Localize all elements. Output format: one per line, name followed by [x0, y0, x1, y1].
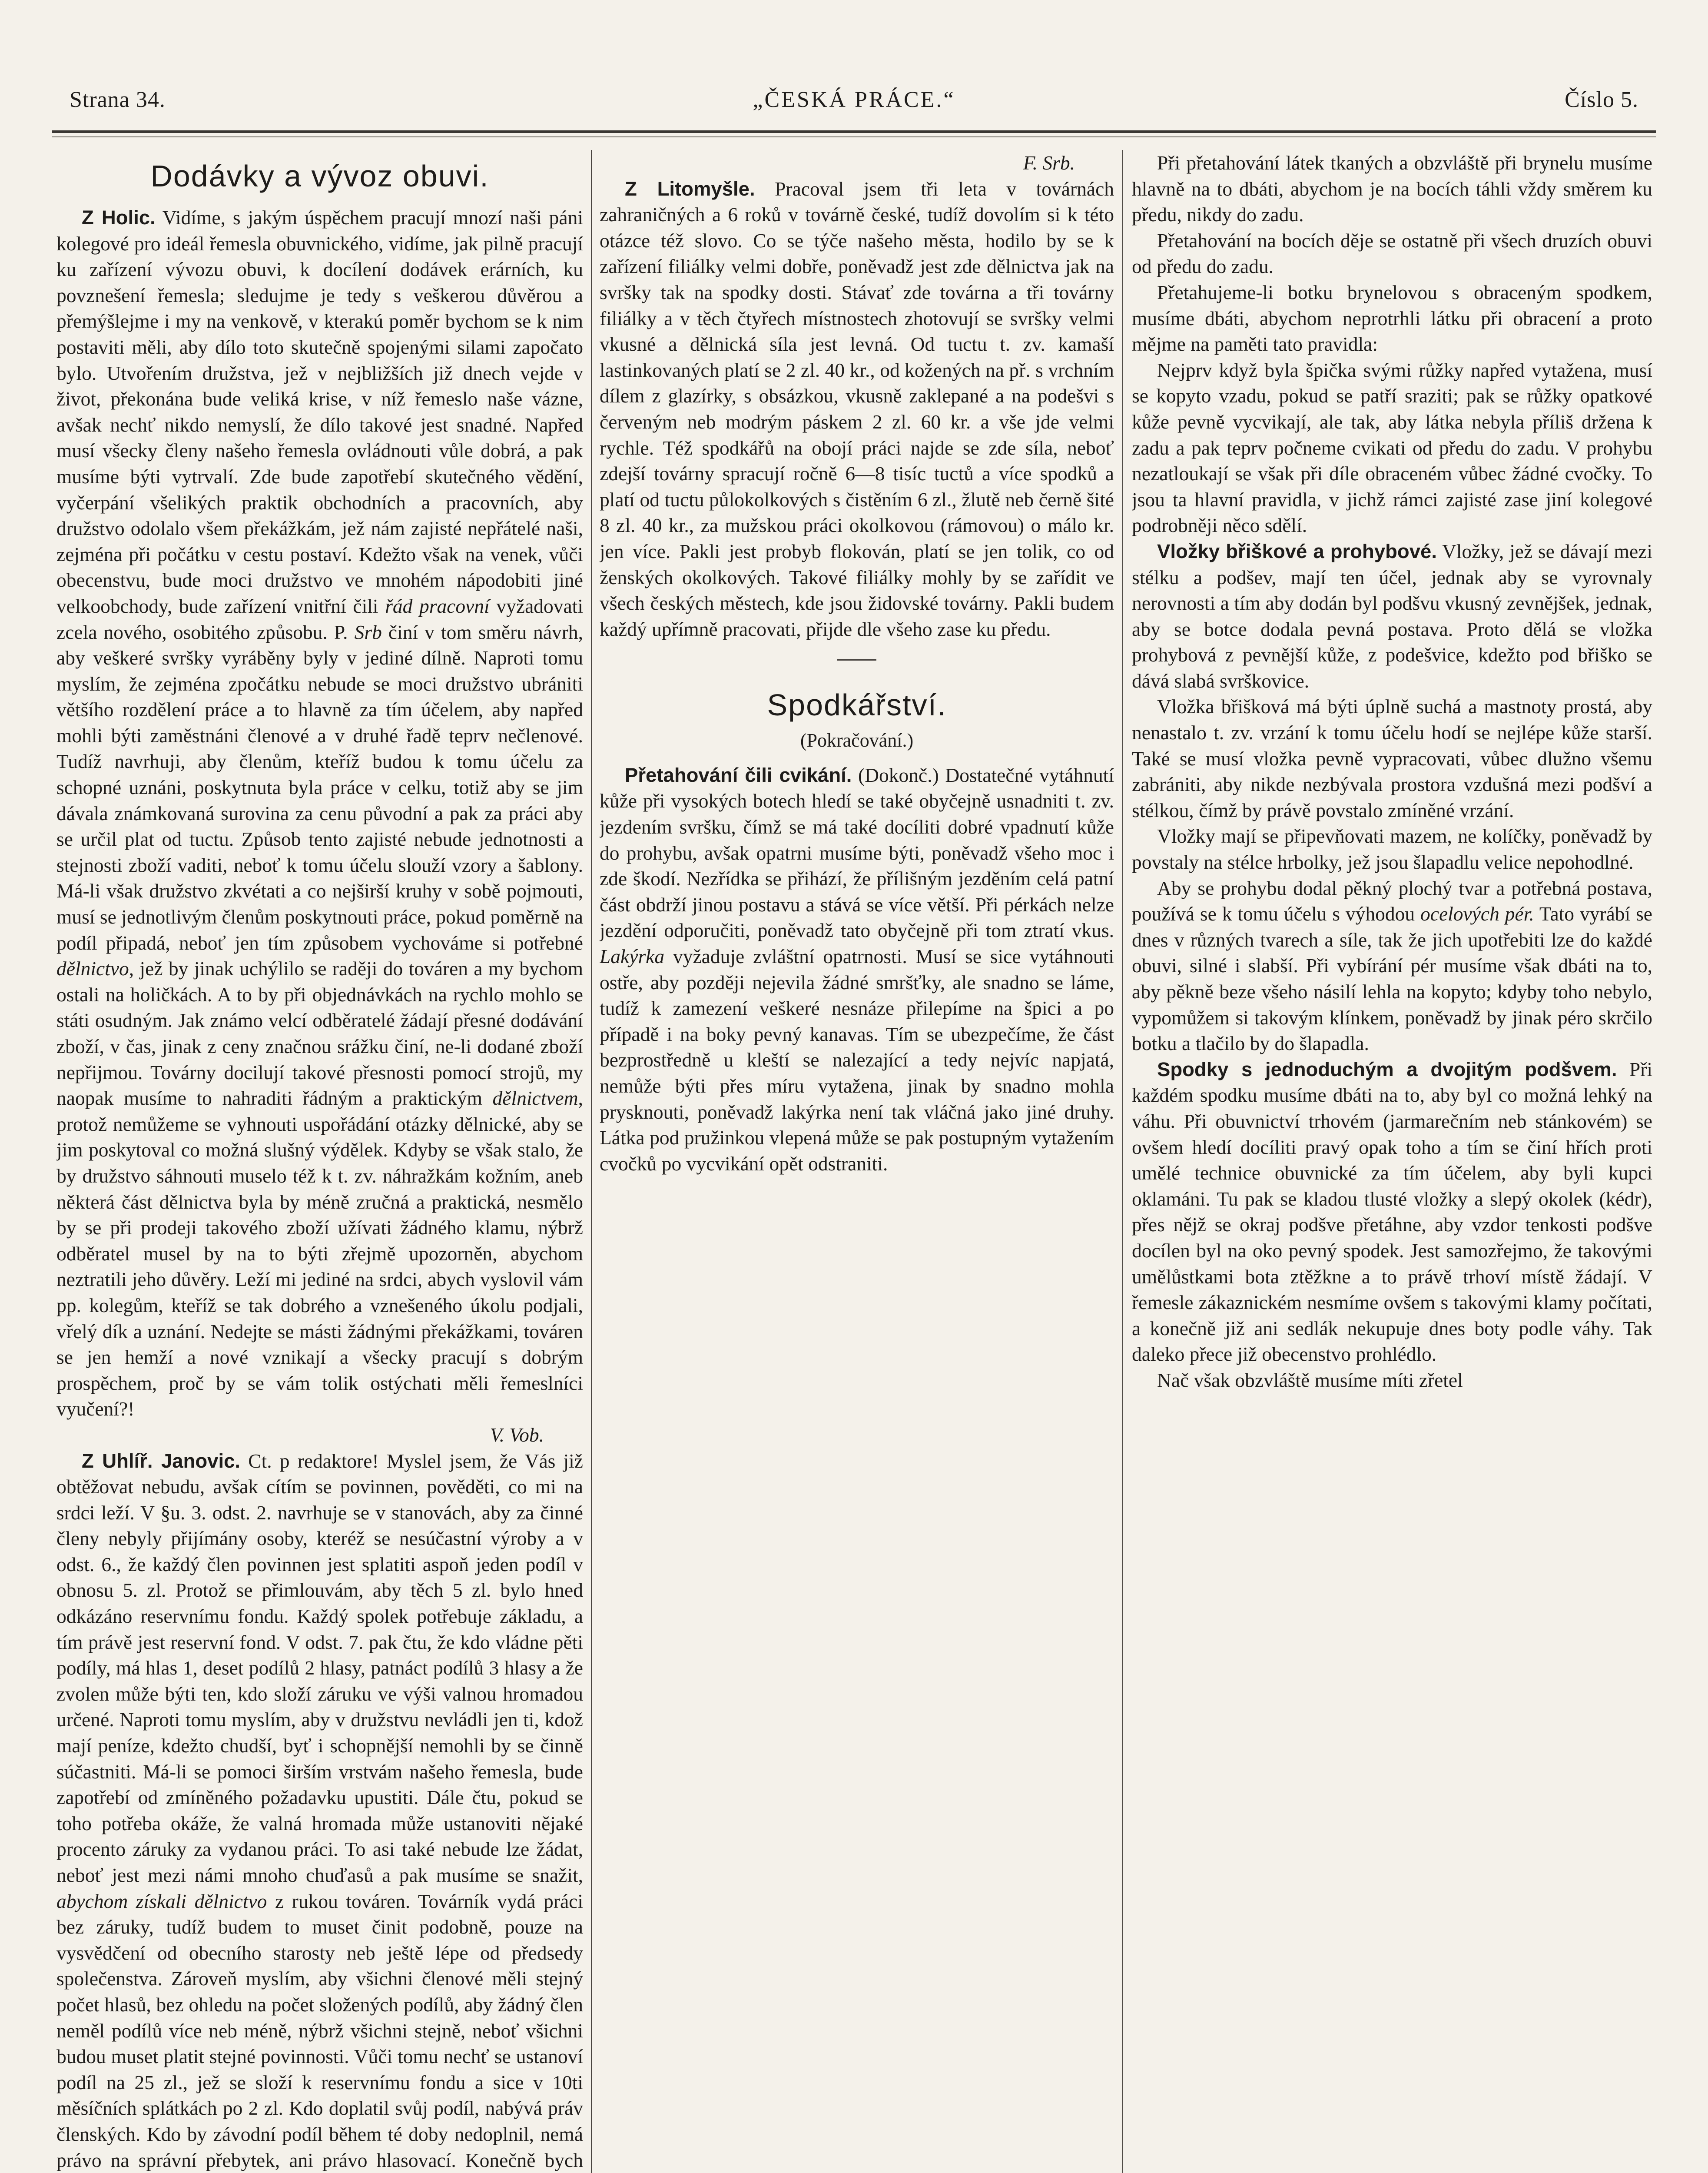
column-3: [1132, 150, 1652, 2173]
page-number: Strana 34.: [70, 87, 166, 112]
article-subtitle: (Pokračování.): [800, 730, 914, 751]
paragraph-lead: Přetahování čili cvikání.: [625, 764, 852, 786]
header-rule-thin: [52, 136, 1656, 137]
article-paragraph: Nač však obzvláště musíme míti zřetel: [1157, 1369, 1463, 1391]
article-paragraph: Při přetahování látek tkaných a obzvláště při brynelu musíme hlavně na to dbáti, abychom je na bocích táhli vždy směrem ku předu, nikdy do zadu.: [1132, 152, 1652, 226]
page-header: [65, 87, 1643, 126]
article-paragraph: Vložky břiškové a prohybové. Vložky, jež se dávají mezi stélku a podšev, mají ten účel, jednak aby se vyrovnaly nerovnosti a tím aby dodán byl podšvu vkusný zevnějšek, jednak, aby se botce dodala pevná postava. Proto dělá se vložka prohybová z pevnější kůže, z podešvice, kdežto pod břiško se dává slabá svrškovice.: [1132, 540, 1652, 692]
author-signature: F. Srb.: [1023, 152, 1075, 174]
column-1: [56, 150, 583, 2173]
issue-number: Číslo 5.: [1565, 87, 1638, 112]
article-paragraph: Z Holic. Vidíme, s jakým úspěchem pracují mnozí naši páni kolegové pro ideál řemesla obuvnického, vidíme, jak pilně pracují ku zařízení vývozu obuvi, k docílení dodávek erárních, ku povznešení řemesla; sledujme je tedy s veškerou důvěrou a přemýšlejme i my na venkově, v kterakú poměr bychom se k nim postaviti měli, aby dílo toto skutečně spojenými silami započato bylo. Utvořením družstva, jež v nejbližších již dnech vejde v život, překonána bude veliká krise, v níž řemeslo naše vázne, avšak nechť nikdo nemyslí, že dílo takové jest snadné. Napřed musí všecky členy našeho řemesla ovládnouti vůle dobrá, a pak musíme býti vytrvalí. Zde bude zapotřebí skutečného vědění, vyčerpání všelikých praktik obchodních a pracovních, aby družstvo odolalo všem překážkám, jež nám zajisté nepřátelé naši, zejména při počátku v cestu postaví. Kdežto však na venek, vůči obecenstvu, bude moci družstvo ve mnohém nápodobiti jiné velkoobchody, bude zařízení vnitřní čili řád pracovní vyžadovati zcela nového, osobitého způsobu. P. Srb činí v tom směru návrh, aby veškeré svršky vyráběny byly v jediné dílně. Naproti tomu myslím, že zejména zpočátku nebude se moci družstvo ubrániti většího rozdělení práce a to hlavně za tím účelem, aby napřed mohli býti zaměstnáni členové a v druhé řadě teprv nečlenové. Tudíž navrhuji, aby členům, kteříž budou k tomu účelu za schopné uznáni, poskytnuta byla práce v celku, totiž aby se jim dávala známkovaná surovina za cenu původní a pak za práci aby se určil plat od tuctu. Způsob tento zajisté nebude jednotnosti a stejnosti zboží vaditi, neboť k tomu účelu slouží vzory a šablony. Má-li však družstvo zkvétati a co nejširší kruhy v sobě pojmouti, musí se jednotlivým členům poskytnouti práce, pokud poměrně na podíl připadá, neboť jen tím způsobem vychováme si potřebné dělnictvo, jež by jinak uchýlilo se raději do továren a my bychom ostali na holičkách. A to by při objednávkách na rychlo mohlo se státi osudným. Jak známo velcí odběratelé žádají přesné dodávání zboží, v čas, jinak z ceny značnou srážku činí, ne-li dodané zboží nepřijmou. Továrny docilují takové přesnosti pomocí strojů, my naopak musíme to nahraditi řádným a praktickým dělnictvem, protož nemůžeme se vyhnouti uspořádání otázky dělnické, aby se jim poskytoval co možná slušný výdělek. Kdyby se však stalo, že by družstvo sáhnouti muselo též k t. zv. náhražkám kožním, aneb některá část dělnictva byla by méně zručná a praktická, nesmělo by se při prodeji takového zboží užívati žádného klamu, nýbrž odběratel musel by na to býti zřejmě upozorněn, abychom neztratili jeho důvěry. Leží mi jediné na srdci, abych vyslovil vám pp. kolegům, kteříž se tak dobrého a vznešeného úkolu podjali, vřelý dík a uznání. Nedejte se másti žádnými překážkami, továren se jen hemží a nové vznikají a všecky pracují s dobrým prospěchem, proč by se vám tolik ostýchati měli řemeslníci vyučení?!: [56, 206, 583, 1420]
article-paragraph: Spodky s jednoduchým a dvojitým podšvem. Při každém spodku musíme dbáti na to, aby byl co možná lehký na váhu. Při obuvnictví trhovém (jarmarečním neb stánkovém) se ovšem hledí docíliti pravý opak toho a tím se činí hřích proti umělé technice obuvnické za tím účelem, aby byli kupci oklamáni. Tu pak se kladou tlusté vložky a slepý okolek (kédr), přes nějž se okraj podšve přetáhne, aby vzdor tenkosti podšve docílen byl na oko pevný spodek. Jest samozřejmo, že takovými umělůstkami bota ztěžkne a to právě trhoví místě žádají. V řemesle zákaznickém nesmíme ovšem s takovými klamy počítati, a konečně již ani sedlák nekupuje dnes boty podle váhy. Tak daleko přece již obecenstvo prohlédlo.: [1132, 1058, 1652, 1366]
article-paragraph: Z Litomyšle. Pracoval jsem tři leta v továrnách zahraničných a 6 roků v továrně české, tudíž dovolím si k této otázce též slovo. Co se týče našeho města, hodilo by se k zařízení filiálky velmi dobře, poněvadž jest zde dělnictva jak na svršky tak na spodky dosti. Stávať zde továrna a tři továrny filiálky a v těch čtyřech místnostech zhotovují se svršky velmi vkusné a dělnická síla jest levná. Od tuctu t. zv. kamaší lastinkovaných platí se 2 zl. 40 kr., od kožených na př. s vrchním dílem z glazírky, s obsázkou, vkusně zaklepané a na podešvi s červeným neb modrým páskem 2 zl. 60 kr. a vše jde velmi rychle. Též spodkářů na obojí práci najde se zde síla, neboť zdejší továrny spracují ročně 6—8 tisíc tuctů a více spodků a platí od tuctu půlokolkových s čistěním 6 zl., žlutě neb černě šité 8 zl. 40 kr., za mužskou práci okolkovou (rámovou) o málo kr. jen více. Pakli jest probyb flokován, platí se jen tolik, co od ženských okolkových. Takové filiálky mohly by se zařídit ve všech českých městech, kde jsou židovské továrny. Pakli budem každý upřímně pracovati, přijde dle všeho zase ku předu.: [600, 177, 1114, 640]
header-rule: [52, 130, 1656, 133]
column-2: [600, 150, 1114, 2173]
paragraph-lead: Z Uhlíř. Janovic.: [82, 1449, 241, 1472]
article-paragraph: Přetahování na bocích děje se ostatně při všech druzích obuvi od předu do zadu.: [1132, 229, 1652, 278]
paragraph-lead: Z Holic.: [82, 206, 156, 229]
column-divider: [1122, 150, 1123, 2173]
article-paragraph: Vložka břišková má býti úplně suchá a mastnoty prostá, aby nenastalo t. zv. vrzání k tomu účelu hodí se nejlépe kůže starší. Také se musí vložka pevně vypracovati, vůbec dlužno všemu zabrániti, aby nikde nezbývala prostora vzdušná mezi podšví a stélkou, čímž by právě povstalo zmíněné vrzání.: [1132, 695, 1652, 821]
paragraph-lead: Vložky břiškové a prohybové.: [1157, 540, 1437, 562]
article-title: Dodávky a vývoz obuvi.: [150, 159, 489, 193]
article-paragraph: Nejprv když byla špička svými růžky napřed vytažena, musí se kopyto vzadu, pokud se patří sraziti; pak se růžky opatkové kůže pevně vycvikají, ale tak, aby látka nebyla příliš držena k zadu a pak teprv počneme cvikati od předu do zadu. V prohybu nezatloukají se však při díle obraceném vůbec žádné cvočky. To jsou ta hlavní pravidla, v jichž rámci zajisté zase jiní kolegové podrobněji něco sdělí.: [1132, 359, 1652, 537]
paragraph-lead: Z Litomyšle.: [625, 177, 755, 200]
article-paragraph: Přetahujeme-li botku brynelovou s obraceným spodkem, musíme dbáti, abychom neprotrhli látku při obracení a proto mějme na paměti tato pravidla:: [1132, 281, 1652, 356]
separator: [837, 659, 876, 661]
column-divider: [591, 150, 592, 2173]
publication-title: „ČESKÁ PRÁCE.“: [753, 87, 955, 112]
article-paragraph: Z Uhlíř. Janovic. Ct. p redaktore! Myslel jsem, že Vás již obtěžovat nebudu, avšak cítím se povinnen, pověděti, co mi na srdci leží. V §u. 3. odst. 2. navrhuje se v stanovách, aby za činné členy nebyly přijímány osoby, kteréž se nesúčastní výroby a v odst. 6., že každý člen povinnen jest splatiti aspoň jeden podíl v obnosu 5. zl. Protož se přimlouvám, aby těch 5 zl. bylo hned odkázáno reservnímu fondu. Každý spolek potřebuje základu, a tím právě jest reservní fond. V odst. 7. pak čtu, že kdo vládne pěti podíly, má hlas 1, deset podílů 2 hlasy, patnáct podílů 3 hlasy a že zvolen může býti ten, kdo složí záruku ve výši valnou hromadou určené. Naproti tomu myslím, aby v družstvu nevládli jen ti, kdož mají peníze, kdežto chudší, byť i schopnější nemohli by se činně súčastniti. Má-li se pomoci širším vrstvám našeho řemesla, bude zapotřebí od zmíněného požadavku upustiti. Dále čtu, pokud se toho potřeba okáže, že valná hromada může ustanoviti nějaké procento záruky za vydanou práci. To asi také nebude lze žádat, neboť jest mezi námi mnoho chuďasů a pak musíme se snažit, abychom získali dělnictvo z rukou továren. Továrník vydá práci bez záruky, tudíž budem to muset činit podobně, pouze na vysvědčení od obecního starosty neb ještě lépe od předsedy společenstva. Zároveň myslím, aby všichni členové měli stejný počet hlasů, bez ohledu na počet složených podílů, aby žádný člen neměl podílů více neb méně, nýbrž všichni stejně, neboť všichni budou muset platit stejné povinnosti. Vůči tomu nechť se ustanoví podíl na 25 zl., jež se složí k reservnímu fondu a sice v 10ti měsíčních splátkách po 2 zl. Kdo doplatil svůj podíl, nabývá práv členských. Kdo by závodní podíl během té doby nedoplnil, nemá právo na správní přebytek, ani právo hlasovací. Konečně bych: [56, 1449, 583, 2171]
article-paragraph: Přetahování čili cvikání. (Dokonč.) Dostatečné vytáhnutí kůže při vysokých botech hledí se také obyčejně usnadniti t. zv. jezdením svršku, čímž se má také docíliti dobré vpadnutí kůže do prohybu, avšak opatrni musíme býti, poněvadž všeho moc i zde škodí. Nezřídka se přihází, že přílišným jezděním celá patní část obdrží jinou postavu a stává se více větší. Při pérkách nelze jezdění odporučiti, poněvadž tato obyčejně při tom ztratí vkus. Lakýrka vyžaduje zvláštní opatrnosti. Musí se sice vytáhnouti ostře, aby později nejevila žádné smršťky, ale snadno se láme, tudíž k zamezení veškeré nesnáze přilepíme na špici a po případě i na boky pevný kanavas. Tím se ubezpečíme, že část bezprostředně u kleští se nalezající a tedy nejvíc napjatá, nemůže býti přes míru vytažena, jinak by snadno mohla prysknouti, poněvadž lakýrka není tak vláčná jako jiné druhy. Látka pod pružinkou vlepená může se pak postupným vytažením cvočků po vycvikání opět odstraniti.: [600, 764, 1114, 1175]
article-paragraph: Aby se prohybu dodal pěkný plochý tvar a potřebná postava, používá se k tomu účelu s výhodou ocelových pér. Tato vyrábí se dnes v různých tvarech a síle, tak že jich upotřebiti lze do každé obuvi, silné i slabší. Při vybírání pér musíme však dbáti na to, aby pěkně beze všeho násilí lehla na kopyto; kdyby toho nebylo, vypomůžem si takovým klínkem, poněvadž by jinak péro skrčilo botku a tlačilo by do šlapadla.: [1132, 877, 1652, 1055]
article-title: Spodkářství.: [767, 688, 947, 722]
article-paragraph: Vložky mají se připevňovati mazem, ne kolíčky, poněvadž by povstaly na stélce hrbolky, jež jsou šlapadlu velice nepohodlné.: [1132, 825, 1652, 874]
author-signature: V. Vob.: [490, 1423, 544, 1446]
paragraph-lead: Spodky s jednoduchým a dvojitým podšvem.: [1157, 1058, 1617, 1080]
